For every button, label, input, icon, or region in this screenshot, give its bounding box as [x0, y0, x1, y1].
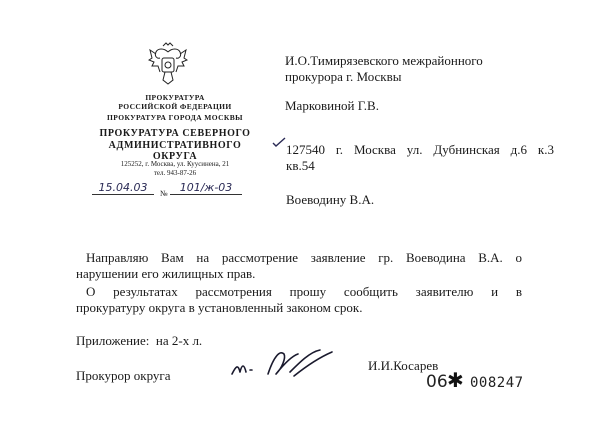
- registration-number-label: №: [160, 189, 168, 198]
- addressee-line-1: И.О.Тимирязевского межрайонного: [285, 53, 483, 68]
- body-paragraph-2-line-1: О результатах рассмотрения прошу сообщить заявителю и в: [86, 284, 522, 299]
- addressee-name: Марковиной Г.В.: [285, 98, 379, 113]
- letterhead-line-5: АДМИНИСТРАТИВНОГО ОКРУГА: [108, 140, 242, 162]
- recipient-name: Воеводину В.А.: [286, 192, 375, 207]
- letterhead-line-4: ПРОКУРАТУРА СЕВЕРНОГО: [99, 128, 251, 139]
- form-serial-number: 008247: [470, 375, 524, 391]
- recipient-address-line-2: кв.54: [286, 158, 315, 173]
- handwritten-signature: [228, 344, 338, 380]
- letterhead-address: 125252, г. Москва, ул. Куусинена, 21: [120, 160, 230, 168]
- body-paragraph-1-line-1: Направляю Вам на рассмотрение заявление гр. Воеводина В.А. о: [86, 250, 522, 265]
- letterhead-phone: тел. 943-87-26: [153, 169, 197, 177]
- form-series-number: 06: [426, 372, 448, 392]
- letterhead-line-2: РОССИЙСКОЙ ФЕДЕРАЦИИ: [118, 102, 232, 111]
- addressee-line-2: прокурора г. Москвы: [285, 69, 402, 84]
- checkmark-icon: [272, 136, 286, 150]
- letterhead-line-3: ПРОКУРАТУРА ГОРОДА МОСКВЫ: [107, 113, 243, 122]
- form-star-mark: ✱: [447, 368, 464, 392]
- signatory-position: Прокурор округа: [76, 368, 171, 383]
- recipient-address-line-1: 127540 г. Москва ул. Дубнинская д.6 к.3: [286, 142, 554, 157]
- letterhead-line-1: ПРОКУРАТУРА: [145, 93, 205, 102]
- registration-date: 15.04.03: [92, 182, 154, 195]
- double-headed-eagle-icon: [148, 42, 188, 88]
- body-paragraph-1-line-2: нарушении его жилищных прав.: [76, 266, 256, 281]
- signatory-name: И.И.Косарев: [368, 358, 439, 373]
- registration-number: 101/ж-03: [170, 182, 242, 195]
- body-paragraph-2-line-2: прокуратуру округа в установленный законом срок.: [76, 300, 363, 315]
- attachment-note: Приложение: на 2-х л.: [76, 333, 203, 348]
